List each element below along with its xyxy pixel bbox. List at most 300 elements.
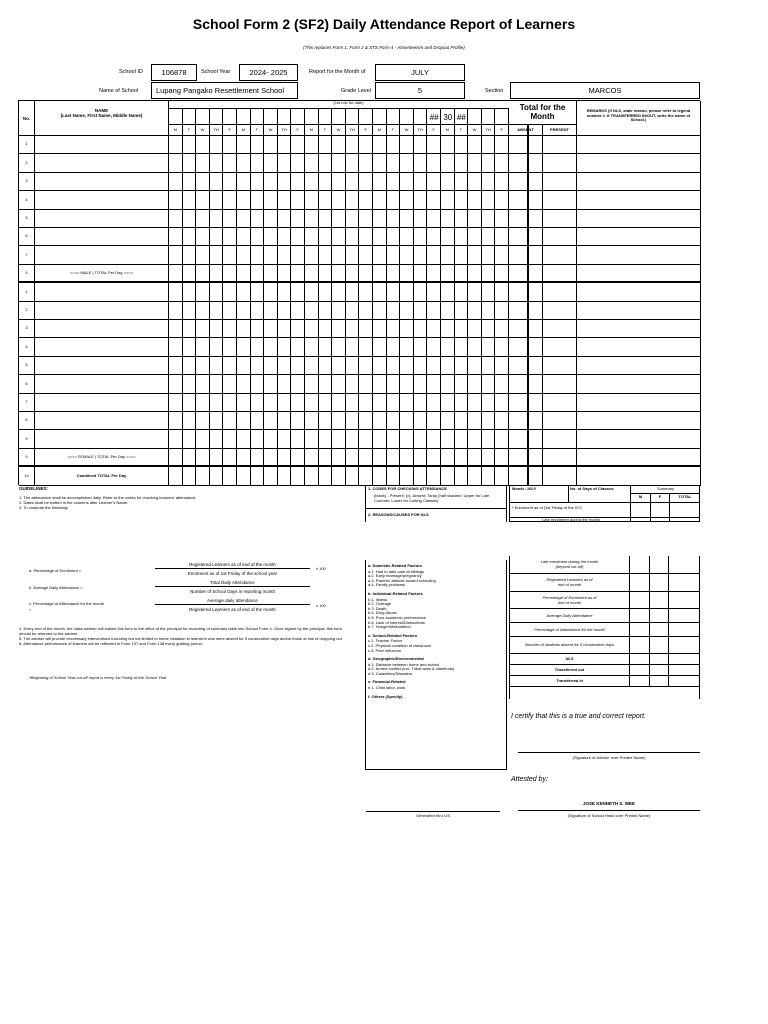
date-cell[interactable] bbox=[346, 109, 360, 125]
attendance-cell[interactable] bbox=[441, 320, 455, 338]
learner-name-cell[interactable] bbox=[35, 246, 169, 264]
remarks-cell[interactable] bbox=[577, 191, 701, 209]
attendance-cell[interactable] bbox=[387, 430, 401, 448]
attendance-cell[interactable] bbox=[482, 394, 496, 412]
date-cell[interactable] bbox=[387, 109, 401, 125]
attendance-cell[interactable] bbox=[169, 191, 183, 209]
date-cell[interactable] bbox=[196, 109, 210, 125]
present-total-cell[interactable] bbox=[543, 467, 577, 485]
date-cell[interactable] bbox=[237, 109, 251, 125]
attendance-cell[interactable] bbox=[468, 210, 482, 228]
attendance-cell[interactable] bbox=[495, 302, 509, 320]
attendance-cell[interactable] bbox=[441, 449, 455, 467]
attendance-cell[interactable] bbox=[427, 210, 441, 228]
present-total-cell[interactable] bbox=[543, 154, 577, 172]
attendance-cell[interactable] bbox=[183, 283, 197, 301]
attendance-cell[interactable] bbox=[468, 449, 482, 467]
attendance-cell[interactable] bbox=[210, 210, 224, 228]
present-total-cell[interactable] bbox=[543, 228, 577, 246]
attendance-cell[interactable] bbox=[264, 154, 278, 172]
attendance-cell[interactable] bbox=[183, 228, 197, 246]
present-total-cell[interactable] bbox=[543, 394, 577, 412]
attendance-cell[interactable] bbox=[414, 191, 428, 209]
attendance-cell[interactable] bbox=[237, 430, 251, 448]
attendance-cell[interactable] bbox=[495, 467, 509, 485]
attendance-cell[interactable] bbox=[400, 375, 414, 393]
attendance-cell[interactable] bbox=[291, 302, 305, 320]
absent-total-cell[interactable] bbox=[509, 338, 543, 356]
attendance-cell[interactable] bbox=[223, 191, 237, 209]
attendance-cell[interactable] bbox=[400, 265, 414, 283]
attendance-cell[interactable] bbox=[237, 394, 251, 412]
attendance-cell[interactable] bbox=[346, 154, 360, 172]
attendance-cell[interactable] bbox=[196, 412, 210, 430]
absent-total-cell[interactable] bbox=[509, 430, 543, 448]
attendance-cell[interactable] bbox=[400, 320, 414, 338]
attendance-cell[interactable] bbox=[346, 430, 360, 448]
remarks-cell[interactable] bbox=[577, 449, 701, 467]
present-total-cell[interactable] bbox=[543, 357, 577, 375]
attendance-cell[interactable] bbox=[387, 191, 401, 209]
attendance-cell[interactable] bbox=[441, 467, 455, 485]
attendance-cell[interactable] bbox=[319, 412, 333, 430]
attendance-cell[interactable] bbox=[223, 412, 237, 430]
attendance-cell[interactable] bbox=[319, 302, 333, 320]
attendance-cell[interactable] bbox=[319, 320, 333, 338]
attendance-cell[interactable] bbox=[346, 136, 360, 154]
remarks-cell[interactable] bbox=[577, 394, 701, 412]
attendance-cell[interactable] bbox=[400, 430, 414, 448]
attendance-cell[interactable] bbox=[455, 283, 469, 301]
attendance-cell[interactable] bbox=[414, 154, 428, 172]
attendance-cell[interactable] bbox=[223, 357, 237, 375]
summary-total-cell[interactable] bbox=[669, 623, 699, 637]
attendance-cell[interactable] bbox=[346, 265, 360, 283]
attendance-cell[interactable] bbox=[495, 394, 509, 412]
attendance-cell[interactable] bbox=[495, 173, 509, 191]
attendance-cell[interactable] bbox=[332, 412, 346, 430]
attendance-cell[interactable] bbox=[237, 136, 251, 154]
attendance-cell[interactable] bbox=[183, 246, 197, 264]
attendance-cell[interactable] bbox=[291, 210, 305, 228]
attendance-cell[interactable] bbox=[196, 154, 210, 172]
attendance-cell[interactable] bbox=[387, 320, 401, 338]
attendance-cell[interactable] bbox=[196, 246, 210, 264]
attendance-cell[interactable] bbox=[373, 357, 387, 375]
present-total-cell[interactable] bbox=[543, 449, 577, 467]
attendance-cell[interactable] bbox=[414, 283, 428, 301]
attendance-cell[interactable] bbox=[387, 394, 401, 412]
remarks-cell[interactable] bbox=[577, 302, 701, 320]
attendance-cell[interactable] bbox=[278, 210, 292, 228]
learner-name-cell[interactable] bbox=[35, 357, 169, 375]
attendance-cell[interactable] bbox=[495, 136, 509, 154]
attendance-cell[interactable] bbox=[210, 302, 224, 320]
attendance-cell[interactable] bbox=[373, 430, 387, 448]
attendance-cell[interactable] bbox=[495, 265, 509, 283]
attendance-cell[interactable] bbox=[319, 246, 333, 264]
attendance-cell[interactable] bbox=[359, 320, 373, 338]
attendance-cell[interactable] bbox=[291, 136, 305, 154]
attendance-cell[interactable] bbox=[346, 357, 360, 375]
attendance-cell[interactable] bbox=[359, 154, 373, 172]
attendance-cell[interactable] bbox=[441, 136, 455, 154]
summary-male-cell[interactable] bbox=[630, 556, 650, 574]
absent-total-cell[interactable] bbox=[509, 228, 543, 246]
absent-total-cell[interactable] bbox=[509, 375, 543, 393]
absent-total-cell[interactable] bbox=[509, 302, 543, 320]
attendance-cell[interactable] bbox=[264, 320, 278, 338]
attendance-cell[interactable] bbox=[427, 320, 441, 338]
attendance-cell[interactable] bbox=[387, 302, 401, 320]
attendance-cell[interactable] bbox=[251, 394, 265, 412]
attendance-cell[interactable] bbox=[278, 449, 292, 467]
attendance-cell[interactable] bbox=[223, 136, 237, 154]
attendance-cell[interactable] bbox=[264, 449, 278, 467]
attendance-cell[interactable] bbox=[291, 246, 305, 264]
absent-total-cell[interactable] bbox=[509, 136, 543, 154]
attendance-cell[interactable] bbox=[495, 430, 509, 448]
attendance-cell[interactable] bbox=[237, 246, 251, 264]
remarks-cell[interactable] bbox=[577, 412, 701, 430]
remarks-cell[interactable] bbox=[577, 338, 701, 356]
attendance-cell[interactable] bbox=[196, 320, 210, 338]
attendance-cell[interactable] bbox=[319, 283, 333, 301]
present-total-cell[interactable] bbox=[543, 302, 577, 320]
attendance-cell[interactable] bbox=[482, 173, 496, 191]
attendance-cell[interactable] bbox=[414, 136, 428, 154]
attendance-cell[interactable] bbox=[387, 467, 401, 485]
attendance-cell[interactable] bbox=[373, 210, 387, 228]
attendance-cell[interactable] bbox=[468, 191, 482, 209]
attendance-cell[interactable] bbox=[196, 173, 210, 191]
attendance-cell[interactable] bbox=[373, 320, 387, 338]
attendance-cell[interactable] bbox=[468, 154, 482, 172]
summary-female-cell[interactable] bbox=[650, 574, 669, 592]
attendance-cell[interactable] bbox=[237, 467, 251, 485]
attendance-cell[interactable] bbox=[332, 430, 346, 448]
attendance-cell[interactable] bbox=[169, 210, 183, 228]
attendance-cell[interactable] bbox=[455, 430, 469, 448]
attendance-cell[interactable] bbox=[196, 394, 210, 412]
attendance-cell[interactable] bbox=[196, 467, 210, 485]
attendance-cell[interactable] bbox=[210, 283, 224, 301]
absent-total-cell[interactable] bbox=[509, 173, 543, 191]
attendance-cell[interactable] bbox=[387, 210, 401, 228]
attendance-cell[interactable] bbox=[441, 430, 455, 448]
attendance-cell[interactable] bbox=[264, 338, 278, 356]
attendance-cell[interactable] bbox=[482, 320, 496, 338]
attendance-cell[interactable] bbox=[346, 246, 360, 264]
attendance-cell[interactable] bbox=[305, 210, 319, 228]
learner-name-cell[interactable] bbox=[35, 283, 169, 301]
attendance-cell[interactable] bbox=[237, 357, 251, 375]
attendance-cell[interactable] bbox=[264, 375, 278, 393]
attendance-cell[interactable] bbox=[291, 357, 305, 375]
attendance-cell[interactable] bbox=[427, 191, 441, 209]
absent-total-cell[interactable] bbox=[509, 154, 543, 172]
attendance-cell[interactable] bbox=[427, 338, 441, 356]
adviser-sign-line[interactable] bbox=[518, 752, 700, 753]
attendance-cell[interactable] bbox=[482, 302, 496, 320]
absent-total-cell[interactable] bbox=[509, 246, 543, 264]
attendance-cell[interactable] bbox=[210, 449, 224, 467]
attendance-cell[interactable] bbox=[291, 320, 305, 338]
date-cell[interactable] bbox=[373, 109, 387, 125]
learner-name-cell[interactable] bbox=[35, 191, 169, 209]
attendance-cell[interactable] bbox=[373, 302, 387, 320]
attendance-cell[interactable] bbox=[264, 283, 278, 301]
attendance-cell[interactable] bbox=[441, 375, 455, 393]
attendance-cell[interactable] bbox=[305, 412, 319, 430]
attendance-cell[interactable] bbox=[387, 246, 401, 264]
attendance-cell[interactable] bbox=[346, 449, 360, 467]
attendance-cell[interactable] bbox=[183, 394, 197, 412]
attendance-cell[interactable] bbox=[169, 228, 183, 246]
attendance-cell[interactable] bbox=[373, 154, 387, 172]
attendance-cell[interactable] bbox=[210, 412, 224, 430]
attendance-cell[interactable] bbox=[427, 430, 441, 448]
attendance-cell[interactable] bbox=[346, 228, 360, 246]
learner-name-cell[interactable] bbox=[35, 394, 169, 412]
remarks-cell[interactable] bbox=[577, 283, 701, 301]
attendance-cell[interactable] bbox=[264, 357, 278, 375]
attendance-cell[interactable] bbox=[278, 412, 292, 430]
attendance-cell[interactable] bbox=[332, 136, 346, 154]
attendance-cell[interactable] bbox=[237, 338, 251, 356]
attendance-cell[interactable] bbox=[305, 191, 319, 209]
attendance-cell[interactable] bbox=[264, 302, 278, 320]
summary-female-cell[interactable] bbox=[650, 609, 669, 623]
attendance-cell[interactable] bbox=[278, 320, 292, 338]
remarks-cell[interactable] bbox=[577, 375, 701, 393]
attendance-cell[interactable] bbox=[305, 283, 319, 301]
attendance-cell[interactable] bbox=[455, 449, 469, 467]
attendance-cell[interactable] bbox=[359, 357, 373, 375]
attendance-cell[interactable] bbox=[319, 430, 333, 448]
attendance-cell[interactable] bbox=[278, 357, 292, 375]
attendance-cell[interactable] bbox=[468, 412, 482, 430]
attendance-cell[interactable] bbox=[468, 173, 482, 191]
attendance-cell[interactable] bbox=[169, 467, 183, 485]
attendance-cell[interactable] bbox=[359, 283, 373, 301]
attendance-cell[interactable] bbox=[251, 338, 265, 356]
attendance-cell[interactable] bbox=[305, 394, 319, 412]
attendance-cell[interactable] bbox=[359, 228, 373, 246]
attendance-cell[interactable] bbox=[183, 191, 197, 209]
attendance-cell[interactable] bbox=[468, 375, 482, 393]
remarks-cell[interactable] bbox=[577, 154, 701, 172]
attendance-cell[interactable] bbox=[305, 449, 319, 467]
attendance-cell[interactable] bbox=[359, 375, 373, 393]
remarks-cell[interactable] bbox=[577, 430, 701, 448]
attendance-cell[interactable] bbox=[455, 228, 469, 246]
absent-total-cell[interactable] bbox=[509, 210, 543, 228]
attendance-cell[interactable] bbox=[278, 136, 292, 154]
present-total-cell[interactable] bbox=[543, 375, 577, 393]
attendance-cell[interactable] bbox=[196, 449, 210, 467]
attendance-cell[interactable] bbox=[237, 210, 251, 228]
date-cell[interactable] bbox=[169, 109, 183, 125]
attendance-cell[interactable] bbox=[278, 228, 292, 246]
attendance-cell[interactable] bbox=[346, 338, 360, 356]
attendance-cell[interactable] bbox=[414, 412, 428, 430]
attendance-cell[interactable] bbox=[387, 173, 401, 191]
attendance-cell[interactable] bbox=[482, 467, 496, 485]
attendance-cell[interactable] bbox=[169, 357, 183, 375]
attendance-cell[interactable] bbox=[359, 449, 373, 467]
attendance-cell[interactable] bbox=[210, 246, 224, 264]
attendance-cell[interactable] bbox=[414, 228, 428, 246]
attendance-cell[interactable] bbox=[291, 228, 305, 246]
attendance-cell[interactable] bbox=[278, 375, 292, 393]
attendance-cell[interactable] bbox=[278, 302, 292, 320]
attendance-cell[interactable] bbox=[455, 136, 469, 154]
attendance-cell[interactable] bbox=[223, 173, 237, 191]
attendance-cell[interactable] bbox=[414, 430, 428, 448]
attendance-cell[interactable] bbox=[237, 449, 251, 467]
attendance-cell[interactable] bbox=[346, 283, 360, 301]
attendance-cell[interactable] bbox=[359, 302, 373, 320]
summary-total-cell[interactable] bbox=[669, 574, 699, 592]
remarks-cell[interactable] bbox=[577, 357, 701, 375]
attendance-cell[interactable] bbox=[237, 375, 251, 393]
attendance-cell[interactable] bbox=[251, 449, 265, 467]
attendance-cell[interactable] bbox=[251, 302, 265, 320]
attendance-cell[interactable] bbox=[441, 338, 455, 356]
present-total-cell[interactable] bbox=[543, 283, 577, 301]
attendance-cell[interactable] bbox=[414, 338, 428, 356]
attendance-cell[interactable] bbox=[495, 210, 509, 228]
learner-name-cell[interactable] bbox=[35, 375, 169, 393]
attendance-cell[interactable] bbox=[400, 246, 414, 264]
attendance-cell[interactable] bbox=[251, 320, 265, 338]
attendance-cell[interactable] bbox=[210, 357, 224, 375]
learner-name-cell[interactable] bbox=[35, 302, 169, 320]
attendance-cell[interactable] bbox=[495, 246, 509, 264]
remarks-cell[interactable] bbox=[577, 467, 701, 485]
date-cell[interactable] bbox=[414, 109, 428, 125]
attendance-cell[interactable] bbox=[400, 136, 414, 154]
attendance-cell[interactable] bbox=[223, 283, 237, 301]
attendance-cell[interactable] bbox=[305, 228, 319, 246]
attendance-cell[interactable] bbox=[237, 412, 251, 430]
attendance-cell[interactable] bbox=[482, 210, 496, 228]
attendance-cell[interactable] bbox=[196, 302, 210, 320]
learner-name-cell[interactable] bbox=[35, 173, 169, 191]
attendance-cell[interactable] bbox=[264, 228, 278, 246]
attendance-cell[interactable] bbox=[414, 375, 428, 393]
attendance-cell[interactable] bbox=[305, 154, 319, 172]
learner-name-cell[interactable] bbox=[35, 136, 169, 154]
attendance-cell[interactable] bbox=[251, 430, 265, 448]
attendance-cell[interactable] bbox=[319, 210, 333, 228]
attendance-cell[interactable] bbox=[291, 338, 305, 356]
summary-male-cell[interactable] bbox=[630, 574, 650, 592]
attendance-cell[interactable] bbox=[210, 173, 224, 191]
attendance-cell[interactable] bbox=[468, 320, 482, 338]
learner-name-cell[interactable] bbox=[35, 338, 169, 356]
attendance-cell[interactable] bbox=[169, 173, 183, 191]
attendance-cell[interactable] bbox=[427, 265, 441, 283]
attendance-cell[interactable] bbox=[387, 136, 401, 154]
summary-male-cell[interactable] bbox=[630, 665, 650, 676]
attendance-cell[interactable] bbox=[305, 136, 319, 154]
attendance-cell[interactable] bbox=[223, 302, 237, 320]
attendance-cell[interactable] bbox=[237, 302, 251, 320]
attendance-cell[interactable] bbox=[359, 136, 373, 154]
attendance-cell[interactable] bbox=[319, 154, 333, 172]
attendance-cell[interactable] bbox=[400, 394, 414, 412]
attendance-cell[interactable] bbox=[387, 449, 401, 467]
attendance-cell[interactable] bbox=[482, 430, 496, 448]
school-id-field[interactable]: 106878 bbox=[151, 64, 197, 81]
attendance-cell[interactable] bbox=[495, 449, 509, 467]
present-total-cell[interactable] bbox=[543, 136, 577, 154]
attendance-cell[interactable] bbox=[482, 449, 496, 467]
attendance-cell[interactable] bbox=[210, 136, 224, 154]
attendance-cell[interactable] bbox=[427, 412, 441, 430]
attendance-cell[interactable] bbox=[346, 210, 360, 228]
date-cell[interactable] bbox=[183, 109, 197, 125]
attendance-cell[interactable] bbox=[291, 430, 305, 448]
attendance-cell[interactable] bbox=[169, 302, 183, 320]
attendance-cell[interactable] bbox=[169, 246, 183, 264]
attendance-cell[interactable] bbox=[183, 467, 197, 485]
attendance-cell[interactable] bbox=[223, 430, 237, 448]
absent-total-cell[interactable] bbox=[509, 412, 543, 430]
attendance-cell[interactable] bbox=[183, 449, 197, 467]
attendance-cell[interactable] bbox=[373, 412, 387, 430]
attendance-cell[interactable] bbox=[210, 320, 224, 338]
attendance-cell[interactable] bbox=[278, 173, 292, 191]
attendance-cell[interactable] bbox=[359, 430, 373, 448]
attendance-cell[interactable] bbox=[223, 210, 237, 228]
attendance-cell[interactable] bbox=[414, 467, 428, 485]
attendance-cell[interactable] bbox=[373, 265, 387, 283]
summary-male-cell[interactable] bbox=[630, 676, 650, 687]
attendance-cell[interactable] bbox=[332, 154, 346, 172]
attendance-cell[interactable] bbox=[305, 173, 319, 191]
attendance-cell[interactable] bbox=[495, 154, 509, 172]
attendance-cell[interactable] bbox=[291, 412, 305, 430]
attendance-cell[interactable] bbox=[468, 338, 482, 356]
attendance-cell[interactable] bbox=[387, 265, 401, 283]
attendance-cell[interactable] bbox=[427, 246, 441, 264]
attendance-cell[interactable] bbox=[251, 375, 265, 393]
attendance-cell[interactable] bbox=[359, 246, 373, 264]
attendance-cell[interactable] bbox=[482, 191, 496, 209]
date-cell[interactable] bbox=[264, 109, 278, 125]
attendance-cell[interactable] bbox=[278, 191, 292, 209]
grade-level-field[interactable]: 5 bbox=[375, 82, 465, 99]
attendance-cell[interactable] bbox=[427, 449, 441, 467]
attendance-cell[interactable] bbox=[414, 357, 428, 375]
attendance-cell[interactable] bbox=[319, 467, 333, 485]
attendance-cell[interactable] bbox=[441, 283, 455, 301]
attendance-cell[interactable] bbox=[373, 394, 387, 412]
attendance-cell[interactable] bbox=[455, 154, 469, 172]
attendance-cell[interactable] bbox=[237, 283, 251, 301]
summary-male-cell[interactable] bbox=[630, 654, 650, 665]
attendance-cell[interactable] bbox=[400, 338, 414, 356]
attendance-cell[interactable] bbox=[223, 228, 237, 246]
date-cell[interactable] bbox=[305, 109, 319, 125]
date-cell[interactable] bbox=[482, 109, 496, 125]
attendance-cell[interactable] bbox=[223, 320, 237, 338]
attendance-cell[interactable] bbox=[196, 375, 210, 393]
attendance-cell[interactable] bbox=[223, 154, 237, 172]
